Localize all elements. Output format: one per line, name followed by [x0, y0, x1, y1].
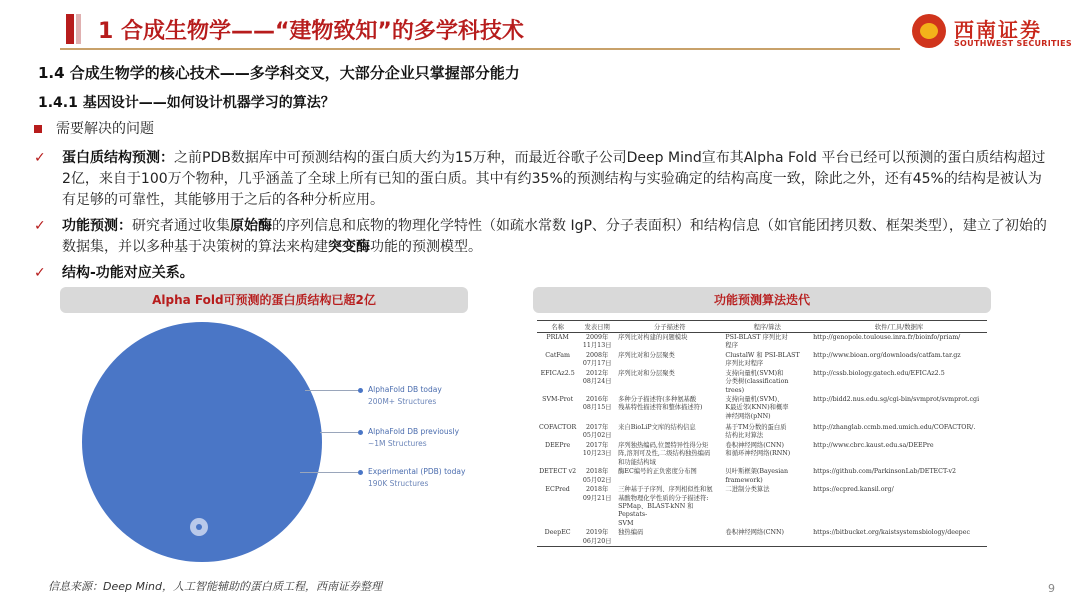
table-cell: 支持向量机(SVM)和 分类树(classification trees): [725, 369, 789, 394]
table-cell: EFICAz2.5: [540, 369, 575, 377]
table-cell: http://zhanglab.ccmb.med.umich.edu/COFACTOR/.: [813, 424, 976, 432]
table-cell: 卷积神经网络(CNN) 和循环神经网络(RNN): [725, 442, 791, 458]
list-item-function-prediction: [34, 216, 1054, 258]
leader-line: [320, 432, 361, 433]
table-cell: 序列比对和分层聚类: [618, 351, 675, 359]
table-cell: 独热编码: [616, 528, 723, 546]
table-cell: DETECT v2: [539, 468, 577, 476]
annotation-title: AlphaFold DB today: [368, 385, 442, 394]
company-logo: [912, 10, 1072, 54]
table-row: [537, 395, 987, 423]
logo-emblem-icon: [912, 14, 946, 48]
list-item-structure-function: [34, 263, 1054, 284]
previous-db-dot: [196, 524, 202, 530]
checkmark-icon: ✓: [34, 265, 46, 281]
checkmark-icon: ✓: [34, 150, 46, 166]
table-cell: SVM-Prot: [542, 396, 574, 404]
table-cell: CatFam: [545, 351, 571, 359]
table-row: [537, 528, 987, 546]
title-accent-bar-light: [76, 14, 81, 44]
table-cell: 基于TM分数的蛋白质 结构比对算法: [725, 424, 787, 440]
table-row: [537, 441, 987, 467]
column-header: 程序/算法: [723, 321, 811, 333]
table-row: [537, 467, 987, 485]
table-cell: 2016年 08月15日: [582, 396, 612, 412]
leader-line: [305, 390, 361, 391]
section-heading: 1.4 合成生物学的核心技术——多学科交叉，大部分企业只掌握部分能力: [38, 64, 520, 82]
table-cell: 序列比对构建的问题模块: [618, 334, 688, 341]
checkmark-icon: ✓: [34, 218, 46, 234]
table-cell: COFACTOR: [539, 424, 577, 432]
table-row: [537, 351, 987, 369]
table-cell: DEEPre: [545, 442, 571, 450]
item-text: 研究者通过收集: [132, 218, 230, 234]
table-cell: 2012年 08月24日: [582, 369, 612, 386]
column-header: 发表日期: [578, 321, 616, 333]
table-row: [537, 485, 987, 528]
table-cell: 贝叶斯框架(Bayesian framework): [725, 468, 789, 484]
table-cell: 2017年 05月02日: [582, 424, 612, 440]
table-cell: http://www.bioan.org/downloads/catfam.tar.gz: [813, 351, 961, 359]
page-title: 1 合成生物学——“建物致知”的多学科技术: [98, 19, 524, 44]
item-text: 功能的预测模型。: [370, 239, 482, 255]
item-title: 功能预测：: [62, 218, 132, 234]
table-cell: https://github.com/ParkinsonLab/DETECT-v2: [813, 468, 957, 476]
alphafold-panel-header: Alpha Fold可预测的蛋白质结构已超2亿: [60, 287, 468, 313]
table-cell: 序列比对和分层聚类: [618, 369, 675, 377]
item-text: 的序列信息和底物的物理化学特性（如疏水常数 IgP、分子表面积）和结构信息（如官能团拷贝数、框架类型），建立了初始的数据集，并以多种基于决策树的算法来构建: [62, 218, 1047, 255]
table-cell: 酶EC编号的正负密度分布图: [618, 468, 697, 476]
item-emphasis: 原始酶: [230, 218, 272, 234]
logo-chinese-name: 西南证券: [954, 18, 1042, 42]
leader-dot: [358, 388, 363, 393]
table-cell: https://bitbucket.org/kaistsystemsbiology/deepec: [811, 528, 987, 546]
annotation-title: AlphaFold DB previously: [368, 427, 460, 436]
annotation-value: 200M+ Structures: [368, 397, 437, 406]
table-cell: 二进制分类算法: [725, 486, 770, 494]
item-title: 蛋白质结构预测：: [62, 150, 174, 166]
table-cell: 2008年 07月17日: [582, 351, 612, 368]
table-cell: 卷积神经网络(CNN): [723, 528, 811, 546]
table-cell: PRIAM: [546, 334, 569, 341]
table-cell: http://genopole.toulouse.inra.fr/bioinfo/priam/: [813, 334, 961, 341]
table-cell: 2018年 05月02日: [582, 468, 612, 484]
leader-dot: [358, 430, 363, 435]
table-cell: 2019年 06月20日: [578, 528, 616, 546]
table-cell: http://www.cbrc.kaust.edu.sa/DEEPre: [813, 442, 934, 450]
table-cell: 多种分子描述符(多种氨基酸 残基特性描述符和整体描述符): [618, 396, 703, 412]
column-header: 分子描述符: [616, 321, 723, 333]
square-bullet-icon: [34, 125, 42, 133]
table-row: [537, 333, 987, 351]
item-text: 之前PDB数据库中可预测结构的蛋白质大约为15万种，而最近谷歌子公司Deep Mind宣布其Alpha Fold 平台已经可以预测的蛋白质结构超过2亿，来自于100万个物种，几乎涵盖了全球上所有已知的蛋白质。其中有约35%的预测结构与实验确定的结构高度一致，除此之外，还有45%的结构是被认为有足够的可靠性，其能够用于之后的各种分析应用。: [62, 150, 1046, 208]
table-cell: http://bidd2.nus.edu.sg/cgi-bin/svmprot/svmprot.cgi: [813, 396, 980, 404]
table-cell: https://ecpred.kansil.org/: [813, 486, 894, 494]
item-emphasis: 突变酶: [328, 239, 370, 255]
table-row: [537, 423, 987, 441]
source-note: 信息来源：Deep Mind，人工智能辅助的蛋白质工程，西南证券整理: [48, 580, 382, 593]
leader-dot: [358, 470, 363, 475]
page-number: 9: [1048, 582, 1055, 595]
table-cell: 2009年 11月13日: [582, 334, 612, 350]
title-accent-bar: [66, 14, 74, 44]
table-cell: 2018年 09月21日: [582, 486, 612, 502]
table-row: [537, 369, 987, 395]
subsection-heading: 1.4.1 基因设计——如何设计机器学习的算法？: [38, 95, 335, 111]
algorithm-table: [537, 320, 987, 547]
need-label: [34, 118, 154, 138]
table-cell: 支持向量机(SVM)、 K最近邻(KNN)和概率 神经网络(pNN): [725, 396, 789, 420]
column-header: 软件/工具/数据库: [811, 321, 987, 333]
table-cell: PSI-BLAST 序列比对 程序: [725, 334, 788, 350]
table-cell: ClustalW 和 PSI-BLAST 序列比对程序: [725, 351, 800, 368]
table-body: [537, 333, 987, 547]
need-label-text: 需要解决的问题: [56, 121, 154, 137]
annotation-value: 190K Structures: [368, 479, 429, 488]
leader-line: [300, 472, 361, 473]
logo-english-name: SOUTHWEST SECURITIES: [954, 39, 1072, 48]
table-cell: 三种基于子序列、序列相似性和氨 基酸物理化学性质的分子描述符: SPMap、BLAST-kNN 和 Pepstats- SVM: [618, 486, 713, 527]
list-item-protein-structure: [34, 148, 1054, 211]
column-header: 名称: [537, 321, 578, 333]
table-cell: 序列独热编码,位置特异性得分矩 阵,溶剂可及性,二级结构独热编码 和功能结构域: [618, 442, 711, 466]
table-cell: http://cssb.biology.gatech.edu/EFICAz2.5: [813, 369, 945, 377]
algorithm-panel-header: 功能预测算法迭代: [533, 287, 991, 313]
table-cell: DeepEC: [537, 528, 578, 546]
annotation-title: Experimental (PDB) today: [368, 467, 466, 476]
table-cell: 来自BioLiP文库的结构信息: [618, 424, 696, 432]
table-header-row: [537, 321, 987, 333]
annotation-value: ~1M Structures: [368, 439, 427, 448]
table-cell: ECPred: [545, 486, 570, 494]
item-title: 结构-功能对应关系。: [62, 265, 194, 281]
table-cell: 2017年 10月23日: [582, 442, 612, 458]
